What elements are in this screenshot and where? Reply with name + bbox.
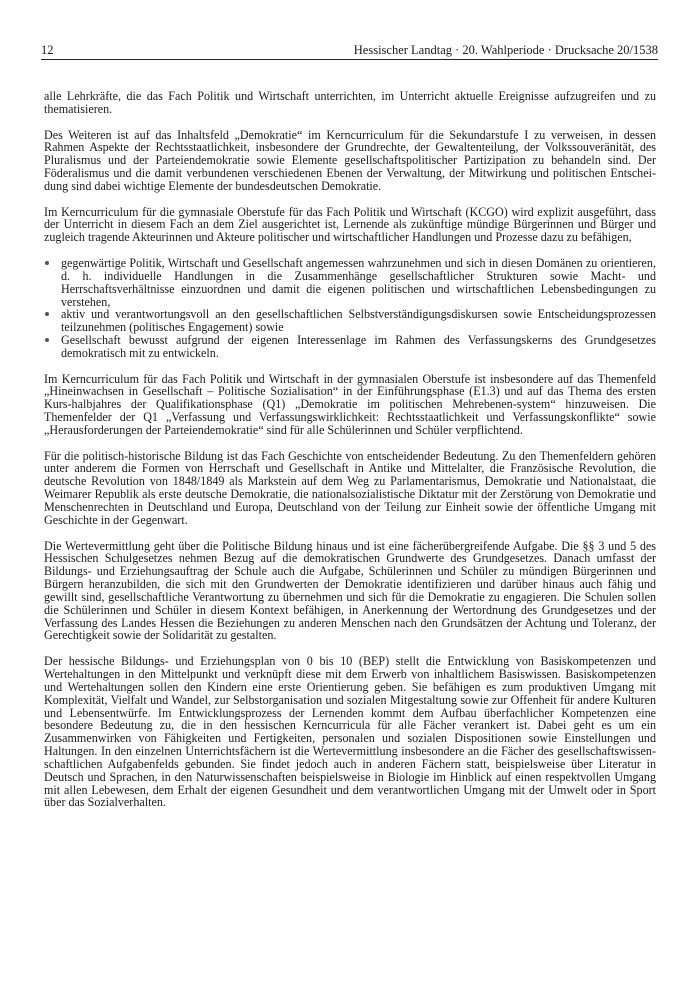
list-item (44, 257, 656, 308)
running-title: Hessischer Landtag · 20. Wahlperiode · Drucksache 20/1538 (353, 43, 658, 57)
bullet-icon (45, 312, 49, 316)
body-text (44, 90, 656, 822)
paragraph: Des Weiteren ist auf das Inhaltsfeld „Demokratie“ im Kerncurriculum für die Sekundarstufe I zu verweisen, in dessen Rahmen Aspekte der Rechtsstaatlichkeit, insbesondere der Grundrechte, der Gewaltenteilung, der Volkssouveränität, des Pluralismus und der Parteiendemokratie sowie Elemente gesellschaftspolitischer Partizipation zu behandeln sind. Der Föderalismus und die damit verbundenen verschiedenen Ebenen der Verwaltung, der Mitwirkung und politischen Entscheidung sind dabei wichtige Elemente der bundesdeutschen Demokratie. (44, 127, 656, 193)
list-item-text: Gesellschaft bewusst aufgrund der eigenen Interessenlage im Rahmen des Verfassungskerns des Grundgesetzes demokratisch mit zu entwickeln. (61, 333, 656, 360)
list-item (44, 308, 656, 334)
paragraph: Die Wertevermittlung geht über die Politische Bildung hinaus und ist eine fächerübergreifende Aufgabe. Die §§ 3 und 5 des Hessischen Schulgesetzes nehmen Bezug auf die demokratischen Grundwerte des Grundgesetzes. Danach umfasst der Bildungs- und Erziehungsauftrag der Schule auch die Aufgabe, Schülerinnen und Schüler zu mündigen Bürgerinnen und Bürgern heranzubilden, die sich mit den Grundwerten der Demokratie identifizieren und darüber hinaus auch fähig und gewillt sind, gesellschaftliche Verantwortung zu übernehmen und sich für die Demokratie zu engagieren. Die Schulen sollen die Schülerinnen und Schüler in diesem Kontext befähigen, in Anerkennung der Wertordnung des Grundgesetzes und der Verfassung des Landes Hessen die Beziehungen zu anderen Menschen nach den Grundsätzen der Achtung und Toleranz, der Gerechtigkeit sowie der Solidarität zu gestalten. (44, 538, 656, 643)
bullet-icon (45, 261, 49, 265)
bullet-list (44, 257, 656, 360)
paragraph: alle Lehrkräfte, die das Fach Politik und Wirtschaft unterrichten, im Unterricht aktuelle Ereignisse aufzugreifen und zu thematisieren. (44, 89, 656, 116)
list-item (44, 334, 656, 360)
paragraph: Für die politisch-historische Bildung ist das Fach Geschichte von entscheidender Bedeutung. Zu den Themenfeldern gehören unter anderem die Formen von Herrschaft und Gesellschaft in Antike und Mittelalter, die Französische Revolution, die deutsche Revolution von 1848/1849 als Markstein auf dem Weg zu Parlamentarismus, Demokratie und Nationalstaat, die Weimarer Republik als erste deutsche Demokratie, die nationalsozialistische Diktatur mit der Zerstörung von Demokratie und Menschenrechten in Deutschland und Europa, Deutschland von der Teilung zur Einheit sowie der öffentliche Umgang mit Geschichte in der Gegenwart. (44, 448, 656, 527)
paragraph: Im Kerncurriculum für das Fach Politik und Wirtschaft in der gymnasialen Oberstufe ist insbesondere auf das Themenfeld „Hineinwachsen in Gesellschaft – Politische Sozialisation“ in der Einführungsphase (E1.3) und auf das Thema des ersten Kurs-halbjahres der Qualifikationsphase (Q1) „Demokratie im politischen Mehrebenen-system“ hinzuweisen. Die Themenfelder der Q1 „Verfassung und Verfassungswirklichkeit: Rechtsstaatlichkeit und Verfassungskonflikte“ sowie „Herausforderungen der Parteiendemokratie“ sind für alle Schülerinnen und Schüler verpflichtend. (44, 371, 656, 437)
list-item-text: aktiv und verantwortungsvoll an den gesellschaftlichen Selbstverständigungsdiskursen sowie Entscheidungsprozessen teilzunehmen (politisches Engagement) sowie (61, 307, 656, 335)
paragraph: Im Kerncurriculum für die gymnasiale Oberstufe für das Fach Politik und Wirtschaft (KCGO) wird explizit ausgeführt, dass der Unterricht in diesem Fach an dem Ziel ausgerichtet ist, Lernende als zukünftige mündige Bürgerinnen und Bürger und zugleich tragende Akteurinnen und Akteure politischer und wirtschaftlicher Handlungen und Prozesse dazu zu befähigen, (44, 204, 656, 245)
paragraph: Der hessische Bildungs- und Erziehungsplan von 0 bis 10 (BEP) stellt die Entwicklung von Basiskompetenzen und Wertehaltungen in den Mittelpunkt und verknüpft diese mit dem Erwerb von inhaltlichem Basiswissen. Basiskompetenzen und Wertehaltungen sollen den Kindern eine erste Orientierung geben. Sie befähigen es zum produktiven Umgang mit Komplexität, Vielfalt und Wandel, zur Selbstorganisation und sozialen Mitgestaltung sowie zur Offenheit für andere Kulturen und Lebensentwürfe. Im Entwicklungsprozess der Lernenden kommt dem Aufbau überfachlicher Kompetenzen eine besondere Bedeutung zu, die in den hessischen Kerncurricula für alle Fächer verankert ist. Dabei geht es um ein Zusammenwirken von Fähigkeiten und Fertigkeiten, personalen und sozialen Dispositionen sowie Einstellungen und Haltungen. In den einzelnen Unterrichtsfächern ist die Wertevermittlung insbesondere an die Fächer des gesellschaftswissenschaftlichen Aufgabenfelds gebunden. Sie findet jedoch auch in anderen Fächern statt, beispielsweise über Literatur in Deutsch und Sprachen, in den Naturwissenschaften beispielsweise in Biologie im Hinblick auf einen respektvollen Umgang mit allen Lebewesen, dem Erhalt der eigenen Gesundheit und dem verantwortlichen Umgang mit der Umwelt oder in Sport über das Sozialverhalten. (44, 654, 656, 810)
list-item-text: gegenwärtige Politik, Wirtschaft und Gesellschaft angemessen wahrzunehmen und sich in diesen Domänen zu orientieren, d. h. individuelle Handlungen in die Zusammenhänge gesellschaftlicher Strukturen sowie Macht- und Herrschaftsverhältnisse einzuordnen und damit die eigenen politischen und wirtschaftlichen Lebensbedingungen zu verstehen, (61, 255, 656, 309)
page-header (41, 42, 658, 58)
page-number: 12 (41, 43, 54, 57)
header-rule (41, 59, 658, 60)
bullet-icon (45, 338, 49, 342)
